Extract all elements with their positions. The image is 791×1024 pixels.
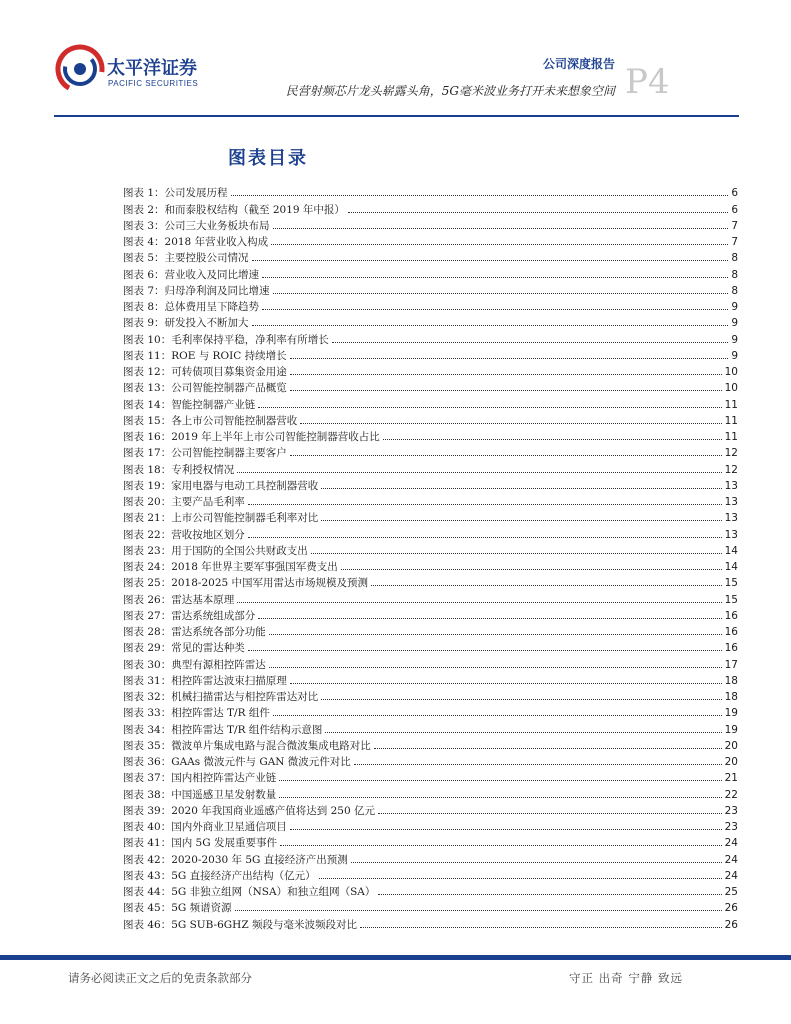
toc-entry-label: 图表 13：公司智能控制器产品概览 — [123, 382, 287, 395]
toc-entry[interactable] — [123, 590, 738, 606]
toc-dot-leader — [351, 862, 722, 863]
footer-motto: 守正 出奇 宁静 致远 — [569, 971, 683, 985]
toc-dot-leader — [290, 683, 722, 684]
toc-dot-leader — [280, 845, 722, 846]
toc-entry[interactable] — [123, 509, 738, 525]
toc-entry-label: 图表 21：上市公司智能控制器毛利率对比 — [123, 512, 319, 525]
toc-entry-page: 12 — [724, 463, 738, 476]
toc-entry-label: 图表 11：ROE 与 ROIC 持续增长 — [123, 349, 287, 362]
toc-dot-leader — [279, 797, 721, 798]
toc-entry-page: 9 — [731, 333, 738, 346]
toc-entry-label: 图表 31：相控阵雷达波束扫描原理 — [123, 674, 287, 687]
report-subtitle: 民营射频芯片龙头崭露头角，5G毫米波业务打开未来想象空间 — [285, 84, 615, 98]
toc-entry-page: 10 — [724, 366, 738, 378]
toc-entry-label: 图表 8：总体费用呈下降趋势 — [123, 301, 260, 313]
toc-dot-leader — [378, 813, 722, 814]
toc-entry-label: 图表 1：公司发展历程 — [123, 187, 228, 200]
toc-entry-page: 20 — [724, 739, 738, 752]
report-type: 公司深度报告 — [542, 57, 615, 71]
toc-entry-page: 23 — [724, 821, 738, 833]
toc-entry[interactable] — [123, 200, 738, 216]
toc-entry-label: 图表 18：专利授权情况 — [123, 463, 235, 476]
toc-entry-label: 图表 46：5G SUB-6GHZ 频段与毫米波频段对比 — [123, 918, 357, 931]
footer-disclaimer: 请务必阅读正文之后的免责条款部分 — [68, 971, 252, 985]
header-divider — [54, 115, 739, 117]
toc-entry-page: 25 — [724, 886, 738, 898]
toc-entry-page: 16 — [724, 609, 738, 622]
toc-entry[interactable] — [123, 834, 738, 850]
toc-dot-leader — [273, 293, 729, 294]
toc-entry[interactable] — [123, 655, 738, 671]
toc-entry-page: 6 — [731, 187, 738, 200]
toc-entry[interactable] — [123, 460, 738, 476]
toc-entry[interactable] — [123, 428, 738, 444]
toc-entry-page: 24 — [724, 869, 738, 882]
toc-dot-leader — [248, 650, 722, 651]
page-number: P4 — [625, 62, 670, 102]
toc-entry[interactable] — [123, 217, 738, 233]
toc-dot-leader — [290, 374, 722, 375]
toc-entry-page: 8 — [731, 252, 738, 265]
toc-entry-page: 17 — [724, 658, 738, 671]
toc-entry-label: 图表 29：常见的雷达种类 — [123, 642, 245, 655]
toc-entry[interactable] — [123, 330, 738, 346]
toc-entry-label: 图表 2：和而泰股权结构（截至 2019 年中报） — [123, 203, 345, 216]
toc-entry-page: 8 — [731, 284, 738, 297]
toc-entry-page: 26 — [724, 902, 738, 915]
toc-entry-page: 23 — [724, 804, 738, 817]
toc-dot-leader — [290, 829, 722, 830]
toc-dot-leader — [262, 277, 728, 278]
toc-entry-label: 图表 45：5G 频谱资源 — [123, 902, 232, 915]
toc-dot-leader — [252, 260, 729, 261]
toc-entry-label: 图表 26：雷达基本原理 — [123, 593, 235, 606]
toc-entry[interactable] — [123, 704, 738, 720]
toc-dot-leader — [237, 602, 721, 603]
toc-dot-leader — [269, 667, 722, 668]
toc-entry-page: 8 — [731, 268, 738, 281]
toc-entry[interactable] — [123, 363, 738, 379]
toc-entry[interactable] — [123, 233, 738, 249]
toc-entry-label: 图表 12：可转债项目募集资金用途 — [123, 366, 287, 378]
toc-entry[interactable] — [123, 769, 738, 785]
toc-entry-label: 图表 9：研发投入不断加大 — [123, 317, 249, 330]
toc-entry-label: 图表 37：国内相控阵雷达产业链 — [123, 772, 277, 785]
toc-entry-label: 图表 10：毛利率保持平稳，净利率有所增长 — [123, 333, 329, 346]
toc-entry-label: 图表 22：营收按地区划分 — [123, 528, 245, 541]
toc-entry-label: 图表 32：机械扫描雷达与相控阵雷达对比 — [123, 691, 319, 703]
toc-entry-page: 12 — [724, 447, 738, 460]
toc-entry-page: 13 — [724, 496, 738, 508]
toc-entry[interactable] — [123, 282, 738, 298]
toc-entry-page: 18 — [724, 691, 738, 703]
toc-title: 图表目录 — [228, 148, 308, 169]
toc-dot-leader — [378, 894, 721, 895]
toc-dot-leader — [341, 569, 722, 570]
toc-entry[interactable] — [123, 899, 738, 915]
toc-entry-page: 9 — [731, 317, 738, 330]
toc-entry-label: 图表 20：主要产品毛利率 — [123, 496, 245, 508]
toc-entry[interactable] — [123, 785, 738, 801]
toc-entry[interactable] — [123, 379, 738, 395]
toc-entry[interactable] — [123, 883, 738, 899]
toc-entry-label: 图表 5：主要控股公司情况 — [123, 252, 249, 265]
toc-entry[interactable] — [123, 867, 738, 883]
toc-entry[interactable] — [123, 623, 738, 639]
toc-entry-page: 11 — [724, 431, 738, 443]
toc-entry-label: 图表 28：雷达系统各部分功能 — [123, 626, 266, 638]
toc-entry-label: 图表 43：5G 直接经济产出结构（亿元） — [123, 869, 316, 882]
toc-entry-label: 图表 38：中国遥感卫星发射数量 — [123, 788, 277, 801]
toc-entry-label: 图表 41：国内 5G 发展重要事件 — [123, 837, 277, 850]
toc-entry-page: 22 — [724, 788, 738, 801]
toc-entry[interactable] — [123, 265, 738, 281]
toc-entry[interactable] — [123, 688, 738, 704]
toc-entry[interactable] — [123, 574, 738, 590]
toc-entry-label: 图表 14：智能控制器产业链 — [123, 398, 256, 411]
toc-entry[interactable] — [123, 607, 738, 623]
toc-dot-leader — [325, 732, 721, 733]
toc-dot-leader — [248, 537, 722, 538]
toc-dot-leader — [231, 195, 729, 196]
toc-dot-leader — [371, 585, 722, 586]
toc-dot-leader — [237, 472, 721, 473]
toc-dot-leader — [311, 553, 722, 554]
pacific-securities-logo-icon — [55, 44, 105, 94]
toc-entry[interactable] — [123, 298, 738, 314]
toc-dot-leader — [273, 228, 729, 229]
toc-dot-leader — [332, 342, 729, 343]
toc-entry[interactable] — [123, 184, 738, 200]
toc-entry[interactable] — [123, 558, 738, 574]
toc-entry-page: 19 — [724, 707, 738, 720]
toc-entry-label: 图表 6：营业收入及同比增速 — [123, 268, 260, 281]
toc-entry[interactable] — [123, 249, 738, 265]
toc-entry[interactable] — [123, 314, 738, 330]
toc-entry[interactable] — [123, 493, 738, 509]
toc-dot-leader — [271, 244, 728, 245]
toc-entry-label: 图表 42：2020-2030 年 5G 直接经济产出预测 — [123, 853, 348, 866]
toc-entry[interactable] — [123, 720, 738, 736]
toc-entry-label: 图表 17：公司智能控制器主要客户 — [123, 447, 287, 460]
toc-entry-page: 14 — [724, 544, 738, 557]
toc-entry-page: 24 — [724, 837, 738, 850]
toc-dot-leader — [269, 634, 722, 635]
toc-entry[interactable] — [123, 672, 738, 688]
toc-entry[interactable] — [123, 542, 738, 558]
company-name-en: PACIFIC SECURITIES — [108, 79, 199, 88]
toc-entry-label: 图表 40：国内外商业卫星通信项目 — [123, 821, 287, 833]
toc-entry-label: 图表 7：归母净利润及同比增速 — [123, 284, 270, 297]
toc-entry-page: 14 — [724, 561, 738, 573]
toc-dot-leader — [360, 927, 722, 928]
toc-dot-leader — [258, 618, 721, 619]
toc-entry-page: 20 — [724, 756, 738, 768]
toc-dot-leader — [354, 764, 722, 765]
footer-divider — [0, 955, 791, 960]
toc-entry-page: 7 — [731, 236, 738, 248]
toc-entry-page: 19 — [724, 723, 738, 736]
table-of-figures — [123, 184, 738, 932]
toc-dot-leader — [348, 212, 728, 213]
toc-dot-leader — [262, 309, 728, 310]
toc-entry-page: 7 — [731, 219, 738, 232]
toc-entry-page: 26 — [724, 918, 738, 931]
toc-dot-leader — [248, 504, 722, 505]
toc-entry-label: 图表 27：雷达系统组成部分 — [123, 609, 256, 622]
toc-entry-page: 10 — [724, 382, 738, 395]
toc-dot-leader — [374, 748, 722, 749]
toc-entry[interactable] — [123, 395, 738, 411]
toc-entry-page: 9 — [731, 301, 738, 313]
toc-entry-label: 图表 35：微波单片集成电路与混合微波集成电路对比 — [123, 739, 371, 752]
toc-dot-leader — [321, 488, 721, 489]
toc-entry[interactable] — [123, 347, 738, 363]
toc-entry-label: 图表 15：各上市公司智能控制器营收 — [123, 414, 298, 427]
toc-entry[interactable] — [123, 915, 738, 931]
toc-entry[interactable] — [123, 477, 738, 493]
toc-dot-leader — [235, 910, 722, 911]
toc-entry-page: 24 — [724, 853, 738, 866]
toc-entry-label: 图表 4：2018 年营业收入构成 — [123, 236, 269, 248]
toc-entry-page: 9 — [731, 349, 738, 362]
toc-entry-label: 图表 19：家用电器与电动工具控制器营收 — [123, 479, 319, 492]
toc-entry[interactable] — [123, 850, 738, 866]
toc-entry-label: 图表 30：典型有源相控阵雷达 — [123, 658, 266, 671]
toc-entry[interactable] — [123, 737, 738, 753]
toc-entry[interactable] — [123, 525, 738, 541]
toc-entry[interactable] — [123, 818, 738, 834]
toc-entry-page: 13 — [724, 528, 738, 541]
toc-entry-page: 11 — [724, 398, 738, 411]
toc-entry[interactable] — [123, 412, 738, 428]
toc-dot-leader — [319, 878, 722, 879]
toc-entry-label: 图表 33：相控阵雷达 T/R 组件 — [123, 707, 270, 720]
toc-dot-leader — [252, 325, 729, 326]
toc-entry[interactable] — [123, 639, 738, 655]
toc-dot-leader — [290, 358, 729, 359]
toc-dot-leader — [383, 439, 722, 440]
toc-dot-leader — [321, 520, 721, 521]
toc-entry-label: 图表 16：2019 年上半年上市公司智能控制器营收占比 — [123, 431, 380, 443]
toc-entry-page: 21 — [724, 772, 738, 785]
toc-entry-page: 15 — [724, 593, 738, 606]
toc-entry-page: 16 — [724, 626, 738, 638]
toc-dot-leader — [258, 407, 721, 408]
toc-entry-label: 图表 23：用于国防的全国公共财政支出 — [123, 544, 308, 557]
toc-entry[interactable] — [123, 753, 738, 769]
toc-entry-label: 图表 24：2018 年世界主要军事强国军费支出 — [123, 561, 338, 573]
toc-entry-label: 图表 34：相控阵雷达 T/R 组件结构示意图 — [123, 723, 323, 736]
toc-entry-label: 图表 39：2020 年我国商业遥感产值将达到 250 亿元 — [123, 804, 375, 817]
toc-dot-leader — [300, 423, 721, 424]
toc-entry-page: 18 — [724, 674, 738, 687]
toc-entry-page: 11 — [724, 414, 738, 427]
toc-entry-page: 13 — [724, 512, 738, 525]
toc-entry-label: 图表 3：公司三大业务板块布局 — [123, 219, 270, 232]
toc-entry-page: 16 — [724, 642, 738, 655]
toc-entry-page: 13 — [724, 479, 738, 492]
toc-dot-leader — [273, 715, 722, 716]
toc-entry[interactable] — [123, 802, 738, 818]
toc-entry-label: 图表 44：5G 非独立组网（NSA）和独立组网（SA） — [123, 886, 376, 898]
toc-entry-page: 15 — [724, 577, 738, 590]
company-name-cn: 太平洋证券 — [107, 58, 197, 79]
company-logo — [55, 44, 205, 94]
toc-entry-label: 图表 25：2018-2025 中国军用雷达市场规模及预测 — [123, 577, 369, 590]
toc-entry-page: 6 — [731, 203, 738, 216]
toc-dot-leader — [290, 455, 722, 456]
toc-dot-leader — [279, 780, 721, 781]
toc-dot-leader — [321, 699, 721, 700]
toc-dot-leader — [290, 390, 722, 391]
toc-entry-label: 图表 36：GAAs 微波元件与 GAN 微波元件对比 — [123, 756, 351, 768]
toc-entry[interactable] — [123, 444, 738, 460]
